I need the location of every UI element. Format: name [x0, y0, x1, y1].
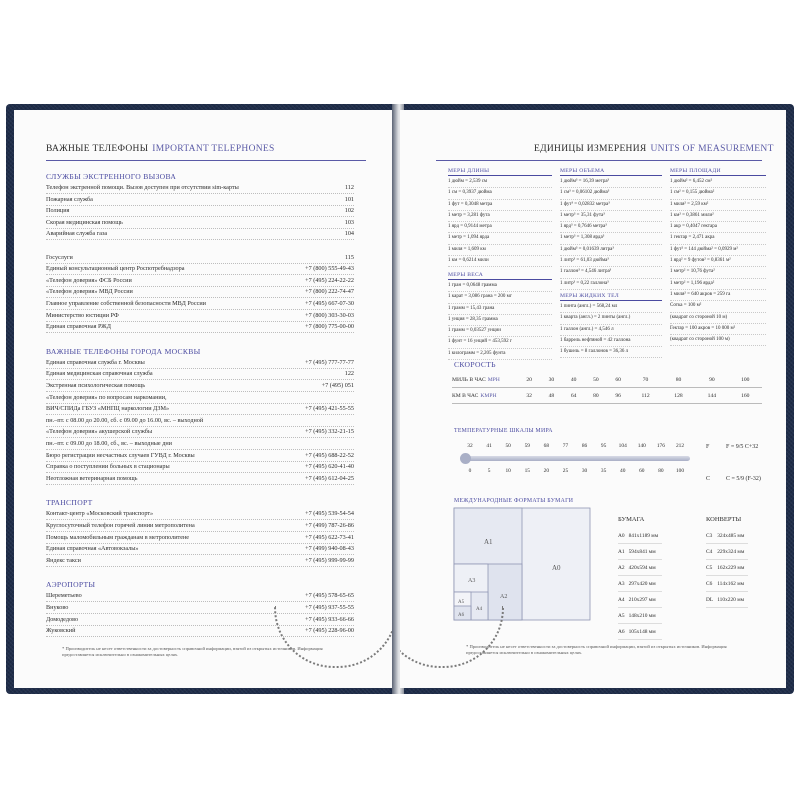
- fahrenheit-tick: 212: [675, 443, 685, 449]
- paper-sizes-title: БУМАГА: [618, 516, 645, 523]
- label-a5: A5: [458, 600, 465, 605]
- format-row: [618, 528, 662, 544]
- speed-value: 160: [729, 388, 762, 404]
- phone-number: 102: [344, 207, 354, 215]
- unit-conversion: 1 карат = 3,086 грана = 200 мг: [448, 292, 552, 303]
- unit-conversion: 1 ярд² = 9 футов² = 0,8361 м²: [670, 256, 766, 267]
- unit-conversion: 1 миля² = 2,59 км²: [670, 200, 766, 211]
- unit-group-title: МЕРЫ ПЛОЩАДИ: [670, 168, 766, 176]
- left-page: [14, 110, 394, 688]
- liquid-units: [560, 293, 662, 358]
- speed-value: 144: [695, 388, 728, 404]
- unit-conversion: 1 см³ = 0,06102 дюйма³: [560, 188, 662, 199]
- format-size: 110x220 мм: [717, 592, 748, 608]
- format-size: 210x297 мм: [629, 592, 663, 608]
- phone-number: +7 (495) 539-54-54: [305, 510, 354, 518]
- unit-conversion: 1 галлон³ = 4,546 литра³: [560, 267, 662, 278]
- fahrenheit-tick: 86: [581, 443, 588, 449]
- section-title: АЭРОПОРТЫ: [46, 580, 96, 590]
- phone-row: [46, 252, 354, 264]
- temperature-title: ТЕМПЕРАТУРНЫЕ ШКАЛЫ МИРА: [454, 428, 553, 434]
- phone-row: [46, 286, 354, 298]
- phone-number: 101: [344, 195, 354, 203]
- label-a6: A6: [458, 613, 465, 618]
- phone-number: +7 (499) 940-08-43: [305, 545, 354, 553]
- phone-name: Госуслуги: [46, 253, 73, 261]
- speed-value: 70: [629, 372, 662, 388]
- phone-row: [46, 415, 354, 427]
- label-a2: A2: [500, 594, 508, 600]
- phone-name: Контакт-центр «Московский транспорт»: [46, 510, 154, 518]
- unit-conversion: 1 км = 0,6214 мили: [448, 256, 552, 267]
- speed-row: [452, 388, 762, 404]
- phone-row: [46, 625, 354, 637]
- decorative-dots: [400, 606, 504, 668]
- phone-row: [46, 368, 354, 380]
- phone-number: +7 (800) 222-74-47: [305, 288, 354, 296]
- phone-row: [46, 194, 354, 206]
- unit-conversion: 1 метр² = 1,196 ярда²: [670, 279, 766, 290]
- speed-value: 90: [695, 372, 728, 388]
- unit-conversion: 1 метр = 3,281 фута: [448, 211, 552, 222]
- celsius-tick: 5: [487, 468, 491, 474]
- label-a4: A4: [476, 607, 483, 612]
- format-row: [618, 608, 662, 624]
- right-page-title: [534, 144, 774, 154]
- phone-name: Бюро регистрации несчастных случаев ГУВД г. Москвы: [46, 451, 195, 459]
- format-row: [706, 592, 748, 608]
- unit-conversion: 1 дюйм³ = 16,39 метра³: [560, 177, 662, 188]
- phone-name: Главное управление собственной безопасности МВД России: [46, 300, 206, 307]
- phone-row: [46, 205, 354, 217]
- format-row: [618, 576, 662, 592]
- format-size: 297x420 мм: [629, 576, 663, 592]
- phone-row: [46, 532, 354, 544]
- unit-conversion: 1 унция = 28,35 грамма: [448, 315, 552, 326]
- phone-name: Министерство юстиции РФ: [46, 311, 119, 319]
- format-row: [618, 560, 662, 576]
- fahrenheit-tick: 95: [600, 443, 607, 449]
- unit-en: MPH: [487, 376, 500, 383]
- format-name: C6: [706, 576, 717, 592]
- speed-value: 64: [563, 388, 585, 404]
- phone-number: +7 (495) 612-04-25: [305, 474, 354, 482]
- format-row: [618, 624, 662, 640]
- paper-sizes-table: [618, 528, 662, 640]
- celsius-tick: 80: [658, 468, 664, 474]
- phone-row: [46, 461, 354, 473]
- unit-conversion: 1 баррель нефтяной = 42 галлона: [560, 336, 662, 347]
- unit-conversion: 1 акр = 0,4047 гектара: [670, 222, 766, 233]
- phone-number: +7 (800) 775-00-00: [305, 323, 354, 331]
- speed-value: 80: [662, 372, 695, 388]
- format-row: [618, 544, 662, 560]
- envelope-sizes-title: КОНВЕРТЫ: [706, 516, 742, 523]
- fahrenheit-tick: 104: [618, 443, 627, 449]
- phone-number: 115: [344, 253, 354, 261]
- phone-name: Полиция: [46, 207, 70, 215]
- speed-value: 128: [662, 388, 695, 404]
- temperature-c-label: C: [706, 476, 711, 482]
- celsius-tick: 40: [620, 468, 626, 474]
- phone-number: +7 (495) 421-55-55: [305, 405, 354, 413]
- fahrenheit-tick: 176: [656, 443, 665, 449]
- speed-value: 80: [585, 388, 607, 404]
- phone-number: +7 (495) 224-22-22: [305, 276, 354, 284]
- phone-name: ВИЧ/СПИДа ГБУЗ «МНПЦ наркологии ДЗМ»: [46, 405, 170, 413]
- celsius-tick: 10: [505, 468, 511, 474]
- phone-row: [46, 182, 354, 194]
- phone-row: [46, 555, 354, 567]
- celsius-tick: 0: [468, 468, 472, 474]
- fahrenheit-tick: 68: [543, 443, 550, 449]
- format-size: 841x1189 мм: [629, 528, 663, 544]
- phone-row: [46, 392, 354, 404]
- speed-value: 96: [607, 388, 629, 404]
- unit-group-title: МЕРЫ ОБЪЕМА: [560, 168, 662, 176]
- title-ru: ЕДИНИЦЫ ИЗМЕРЕНИЯ: [534, 144, 647, 154]
- unit-conversion: 1 ярд = 0,9144 метра: [448, 222, 552, 233]
- phone-row: [46, 520, 354, 532]
- format-name: A4: [618, 592, 629, 608]
- speed-table: [452, 372, 762, 404]
- phone-number: +7 (495) 622-73-41: [305, 533, 354, 541]
- phone-name: Помощь маломобильным гражданам в метрополитене: [46, 533, 190, 541]
- unit-conversion: 1 дюйм = 2,539 см: [448, 177, 552, 188]
- paper-formats-title: МЕЖДУНАРОДНЫЕ ФОРМАТЫ БУМАГИ: [454, 498, 574, 504]
- phone-row: [46, 228, 354, 240]
- section-title: ВАЖНЫЕ ТЕЛЕФОНЫ ГОРОДА МОСКВЫ: [46, 346, 201, 356]
- phone-row: [46, 438, 354, 450]
- phone-number: +7 (495) 937-55-55: [305, 604, 354, 611]
- unit-conversion: 1 фунт = 16 унций = 453,592 г: [448, 337, 552, 348]
- format-row: [706, 528, 748, 544]
- speed-unit-label: [452, 388, 518, 404]
- phone-row: [46, 508, 354, 520]
- unit-en: KMPH: [480, 392, 497, 399]
- format-name: A5: [618, 608, 629, 624]
- section-title: СЛУЖБЫ ЭКСТРЕННОГО ВЫЗОВА: [46, 172, 177, 181]
- unit-conversion: 1 метр² = 10,76 фута²: [670, 267, 766, 278]
- unit-conversion: (квадрат со стороной 10 м): [670, 313, 766, 324]
- phone-number: 122: [344, 370, 354, 378]
- unit-conversion: 1 миля² = 640 акров = 259 га: [670, 290, 766, 301]
- unit-conversion: 1 галлон (англ.) = 4,546 л: [560, 325, 662, 336]
- unit-conversion: 1 дюйм² = 6,452 см²: [670, 177, 766, 188]
- phone-number: +7 (495) 667-07-30: [305, 300, 354, 307]
- phone-row: [46, 543, 354, 555]
- format-name: A3: [618, 576, 629, 592]
- unit-conversion: 1 грамм = 15,43 грана: [448, 304, 552, 315]
- celsius-tick: 100: [675, 468, 685, 474]
- phone-name: Жуковский: [46, 627, 76, 635]
- phone-number: +7 (495) 777-77-77: [305, 358, 354, 366]
- phone-name: «Телефон доверия» ФСБ России: [46, 276, 132, 284]
- format-size: 594x841 мм: [629, 544, 663, 560]
- speed-value: 20: [518, 372, 540, 388]
- phone-row: [46, 263, 354, 275]
- unit-conversion: 1 гектар = 2,471 акра: [670, 233, 766, 244]
- unit-conversion: 1 фут = 0,3048 метра: [448, 200, 552, 211]
- unit-conversion: 1 литр³ = 0,22 галлона³: [560, 279, 662, 290]
- unit-conversion: 1 метр³ = 35,31 фута³: [560, 211, 662, 222]
- phone-number: +7 (499) 787-26-86: [305, 522, 354, 529]
- celsius-tick: 15: [524, 468, 530, 474]
- speed-value: 50: [585, 372, 607, 388]
- unit-conversion: 1 пинта (англ.) = 568,24 мл: [560, 302, 662, 313]
- fahrenheit-tick: 77: [562, 443, 569, 449]
- label-a1: A1: [484, 538, 493, 546]
- celsius-tick: 60: [639, 468, 645, 474]
- title-en: UNITS OF MEASUREMENT: [650, 144, 774, 154]
- speed-value: 112: [629, 388, 662, 404]
- unit-conversion: 1 ярд³ = 0,7646 метра³: [560, 222, 662, 233]
- unit-conversion: 1 фут³ = 0,02832 метра³: [560, 200, 662, 211]
- phone-row: [46, 403, 354, 415]
- title-rule: [436, 160, 762, 161]
- phone-number: +7 (495) 999-99-99: [305, 556, 354, 564]
- speed-title: СКОРОСТЬ: [454, 360, 496, 369]
- phone-number: +7 (495) 332-21-15: [305, 428, 354, 436]
- phone-name: Аварийная служба газа: [46, 230, 108, 238]
- length-units: [448, 168, 552, 267]
- phone-number: +7 (800) 303-30-03: [305, 311, 354, 319]
- phone-name: Единая справочная служба г. Москвы: [46, 358, 145, 366]
- format-name: A6: [618, 624, 629, 640]
- phone-name: Единая справочная «Автовокзалы»: [46, 545, 139, 553]
- fahrenheit-tick: 32: [467, 443, 473, 449]
- phone-name: Скорая медицинская помощь: [46, 218, 123, 226]
- celsius-tick: 25: [562, 468, 569, 474]
- speed-value: 100: [729, 372, 762, 388]
- unit-conversion: 1 метр = 1,094 ярда: [448, 233, 552, 244]
- phone-name: Экстренная психологическая помощь: [46, 382, 146, 389]
- format-size: 148x210 мм: [629, 608, 663, 624]
- phone-name: Яндекс такси: [46, 556, 81, 564]
- phone-row: [46, 217, 354, 229]
- phone-name: Круглосуточный телефон горячей линии метрополитена: [46, 522, 195, 529]
- phone-name: пн.–пт. с 08.00 до 20.00, сб. с 09.00 до 16.00, вс. – выходной: [46, 416, 204, 424]
- phone-row: [46, 321, 354, 333]
- phone-row: [46, 450, 354, 462]
- speed-value: 60: [607, 372, 629, 388]
- celsius-tick: 20: [543, 468, 550, 474]
- phone-number: 112: [344, 184, 354, 191]
- unit-conversion: 1 миля = 1,609 км: [448, 245, 552, 256]
- phone-name: «Телефон доверия» акушерской службы: [46, 428, 153, 436]
- label-a0: A0: [552, 564, 561, 572]
- phone-name: Шереметьево: [46, 592, 82, 600]
- thermometer-bulb: [460, 453, 471, 464]
- phone-number: +7 (495) 620-41-40: [305, 463, 354, 471]
- unit-conversion: 1 литр³ = 61,03 дюйма³: [560, 256, 662, 267]
- weight-units: [448, 272, 552, 360]
- footnote: * Производитель не несет ответственности за достоверность справочной информации, взятой из открытых источников. Информация предоставляется исключительно в ознакомительных целях.: [466, 644, 727, 655]
- phone-name: пн.–пт. с 09.00 до 18.00, сб., вс. – выходные дни: [46, 440, 172, 447]
- phone-number: +7 (495) 578-65-65: [305, 592, 354, 600]
- phone-name: Внуково: [46, 604, 69, 611]
- format-row: [706, 544, 748, 560]
- phone-number: 103: [344, 218, 354, 226]
- phone-row: [46, 310, 354, 322]
- format-name: A0: [618, 528, 629, 544]
- unit-group-title: МЕРЫ ВЕСА: [448, 272, 552, 280]
- unit-conversion: 1 кварта (англ.) = 2 пинты (англ.): [560, 313, 662, 324]
- format-size: 324x485 мм: [717, 528, 748, 544]
- unit-conversion: 1 грамм = 0,03527 унции: [448, 326, 552, 337]
- phone-number: +7 (495) 228-96-00: [305, 627, 354, 635]
- phone-name: Неотложная ветеринарная помощь: [46, 474, 138, 482]
- speed-row: [452, 372, 762, 388]
- phone-row: [46, 240, 354, 251]
- format-size: 105x148 мм: [629, 624, 663, 640]
- phone-row: [46, 380, 354, 392]
- format-name: DL: [706, 592, 717, 608]
- phone-name: Пожарная служба: [46, 195, 93, 203]
- fahrenheit-tick: 140: [637, 443, 646, 449]
- unit-conversion: 1 см² = 0,155 дюйма²: [670, 188, 766, 199]
- phone-name: Справка о поступлении больных в стационары: [46, 463, 170, 471]
- format-name: C3: [706, 528, 717, 544]
- footnote: * Производитель не несет ответственности за достоверность справочной информации, взятой из открытых источников. Информация предоставляется исключительно в ознакомительных целях.: [62, 646, 323, 657]
- phone-name: Единый консультационный центр Роспотребнадзора: [46, 265, 185, 273]
- phone-name: Единая справочная РЖД: [46, 323, 111, 331]
- fahrenheit-tick: 41: [486, 443, 492, 449]
- temperature-f-label: F: [706, 444, 710, 450]
- phone-row: [46, 473, 354, 485]
- phone-name: «Телефон доверия» по вопросам наркомании,: [46, 393, 167, 401]
- celsius-tick: 30: [581, 468, 588, 474]
- format-name: A1: [618, 544, 629, 560]
- format-name: A2: [618, 560, 629, 576]
- unit-conversion: Гектар = 100 акров = 10 000 м²: [670, 324, 766, 335]
- speed-value: 30: [540, 372, 562, 388]
- unit-conversion: 1 фут² = 144 дюйма² = 0,0929 м²: [670, 245, 766, 256]
- unit-conversion: 1 метр³ = 1,308 ярда³: [560, 233, 662, 244]
- phone-name: Единая медицинская справочная служба: [46, 370, 153, 378]
- phone-name: Домодедово: [46, 615, 79, 623]
- phone-number: 104: [344, 230, 354, 238]
- thermometer-tube: [466, 456, 690, 461]
- unit-conversion: 1 гран = 0,0648 грамма: [448, 281, 552, 292]
- format-name: C4: [706, 544, 717, 560]
- fahrenheit-tick: 59: [524, 443, 530, 449]
- area-units: [670, 168, 766, 346]
- phone-row: [46, 426, 354, 438]
- format-size: 114x162 мм: [717, 576, 748, 592]
- unit-ru: МИЛЬ В ЧАС: [452, 376, 486, 383]
- volume-units: [560, 168, 662, 290]
- unit-conversion: Сотка = 100 м²: [670, 301, 766, 312]
- phone-row: [46, 357, 354, 369]
- title-ru: ВАЖНЫЕ ТЕЛЕФОНЫ: [46, 144, 149, 154]
- unit-conversion: (квадрат со стороной 100 м): [670, 335, 766, 346]
- format-row: [706, 576, 748, 592]
- phone-row: [46, 590, 354, 602]
- phone-name: Телефон экстренной помощи. Вызов доступен при отсутствии sim-карты: [46, 184, 239, 191]
- phone-number: +7 (800) 555-49-43: [305, 265, 354, 273]
- section-title: ТРАНСПОРТ: [46, 498, 93, 508]
- format-size: 420x594 мм: [629, 560, 663, 576]
- left-page-title: [46, 144, 275, 154]
- unit-conversion: 1 км² = 0,3861 мили²: [670, 211, 766, 222]
- phone-name: «Телефон доверия» МВД России: [46, 288, 133, 296]
- phone-row: [46, 602, 354, 614]
- temperature-c-formula: C = 5/9 (F-32): [726, 476, 761, 482]
- format-name: C5: [706, 560, 717, 576]
- temperature-f-formula: F = 9/5 C+32: [726, 444, 759, 450]
- unit-group-title: МЕРЫ ЖИДКИХ ТЕЛ: [560, 293, 662, 301]
- format-row: [706, 560, 748, 576]
- title-en: IMPORTANT TELEPHONES: [152, 144, 275, 154]
- unit-group-title: МЕРЫ ДЛИНЫ: [448, 168, 552, 176]
- unit-conversion: 1 см = 0,3937 дюйма: [448, 188, 552, 199]
- unit-ru: КМ В ЧАС: [452, 392, 479, 399]
- celsius-tick: 35: [600, 468, 607, 474]
- speed-value: 48: [540, 388, 562, 404]
- label-a3: A3: [468, 578, 476, 584]
- phone-row: [46, 275, 354, 287]
- right-page: [400, 110, 786, 688]
- phone-number: +7 (495) 051: [321, 382, 354, 389]
- format-size: 162x229 мм: [717, 560, 748, 576]
- speed-value: 32: [518, 388, 540, 404]
- unit-conversion: 1 дюйм³ = 0,01639 литра³: [560, 245, 662, 256]
- format-row: [618, 592, 662, 608]
- phone-number: +7 (495) 688-22-52: [305, 451, 354, 459]
- phone-number: +7 (495) 933-66-66: [305, 615, 354, 623]
- envelope-sizes-table: [706, 528, 748, 608]
- format-size: 229x324 мм: [717, 544, 748, 560]
- speed-unit-label: [452, 372, 518, 388]
- fahrenheit-tick: 50: [505, 443, 511, 449]
- phone-row: [46, 614, 354, 626]
- speed-value: 40: [563, 372, 585, 388]
- unit-conversion: 1 килограмм = 2,205 фунта: [448, 349, 552, 360]
- title-rule: [46, 160, 366, 161]
- unit-conversion: 1 бушель = 8 галлонов = 36,36 л: [560, 347, 662, 358]
- phone-row: [46, 298, 354, 310]
